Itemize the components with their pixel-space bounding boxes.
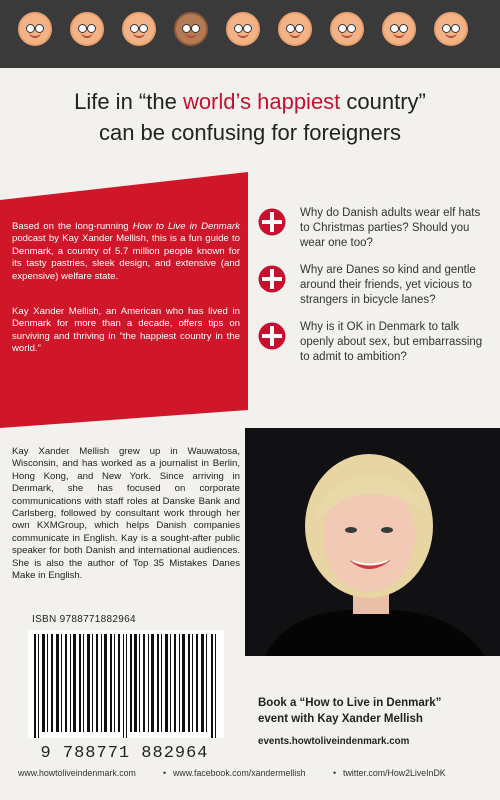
headline-line2: can be confusing for foreigners	[98, 120, 402, 145]
facebook-link[interactable]: www.facebook.com/xandermellish	[173, 768, 306, 778]
danish-flag-icon	[258, 265, 286, 293]
twitter-link[interactable]: twitter.com/How2LiveInDK	[343, 768, 446, 778]
author-photo	[245, 428, 500, 656]
danish-flag-icon	[258, 322, 286, 350]
booking-callout	[258, 696, 498, 727]
headline-accent: world’s happiest	[182, 89, 341, 114]
question-2: Why are Danes so kind and gentle around their friends, yet vicious to strangers in bicycle lanes?	[300, 264, 476, 306]
footer-bullet: •	[333, 768, 337, 778]
intro-paragraph-1: Based on the long-running How to Live in Denmark podcast by Kay Xander Mellish, this is a fun guide to Denmark, a country of 5.7 million people known for its tasty pastries, sleek design, and extensive (and expensive) welfare state.	[12, 221, 240, 282]
booking-line1: Book a “How to Live in Denmark”	[258, 697, 442, 709]
footer-links	[0, 766, 500, 782]
danish-flag-icon	[258, 208, 286, 236]
question-1: Why do Danish adults wear elf hats to Christmas parties? Should you wear one too?	[300, 207, 481, 249]
isbn-label: ISBN 9788771882964	[32, 614, 136, 625]
barcode-image	[28, 630, 224, 738]
intro-paragraph-2: Kay Xander Mellish, an American who has lived in Denmark for more than a decade, offers tips on surviving and thriving in “the happiest country in the world.”	[12, 306, 240, 355]
events-link[interactable]: events.howtoliveindenmark.com	[258, 736, 410, 747]
question-3: Why is it OK in Denmark to talk openly about sex, but embarrassing to admit to ambition?	[300, 321, 483, 363]
podcast-title: How to Live in Denmark	[132, 221, 240, 232]
booking-line2: event with Kay Xander Mellish	[258, 712, 423, 725]
author-bio: Kay Xander Mellish grew up in Wauwatosa, Wisconsin, and has worked as a journalist in Berlin, Hong Kong, and New York. Since arriving in Denmark, she has focused on corporate communications with staff roles at Danske Bank and Carlsberg, followed by consultant work through her own KXMGroup, which helps Danish companies communicate in English. Kay is a sought-after public speaker for both Danish and international audiences. She is also the author of Top 35 Mistakes Danes Make in English.	[12, 446, 240, 582]
headline-line1-before: Life in “the	[74, 89, 183, 114]
isbn-barcode-number: 9 788771 882964	[40, 744, 209, 763]
website-link[interactable]: www.howtoliveindenmark.com	[18, 768, 136, 778]
footer-bullet: •	[163, 768, 167, 778]
headline-line1-after: country”	[340, 89, 426, 114]
